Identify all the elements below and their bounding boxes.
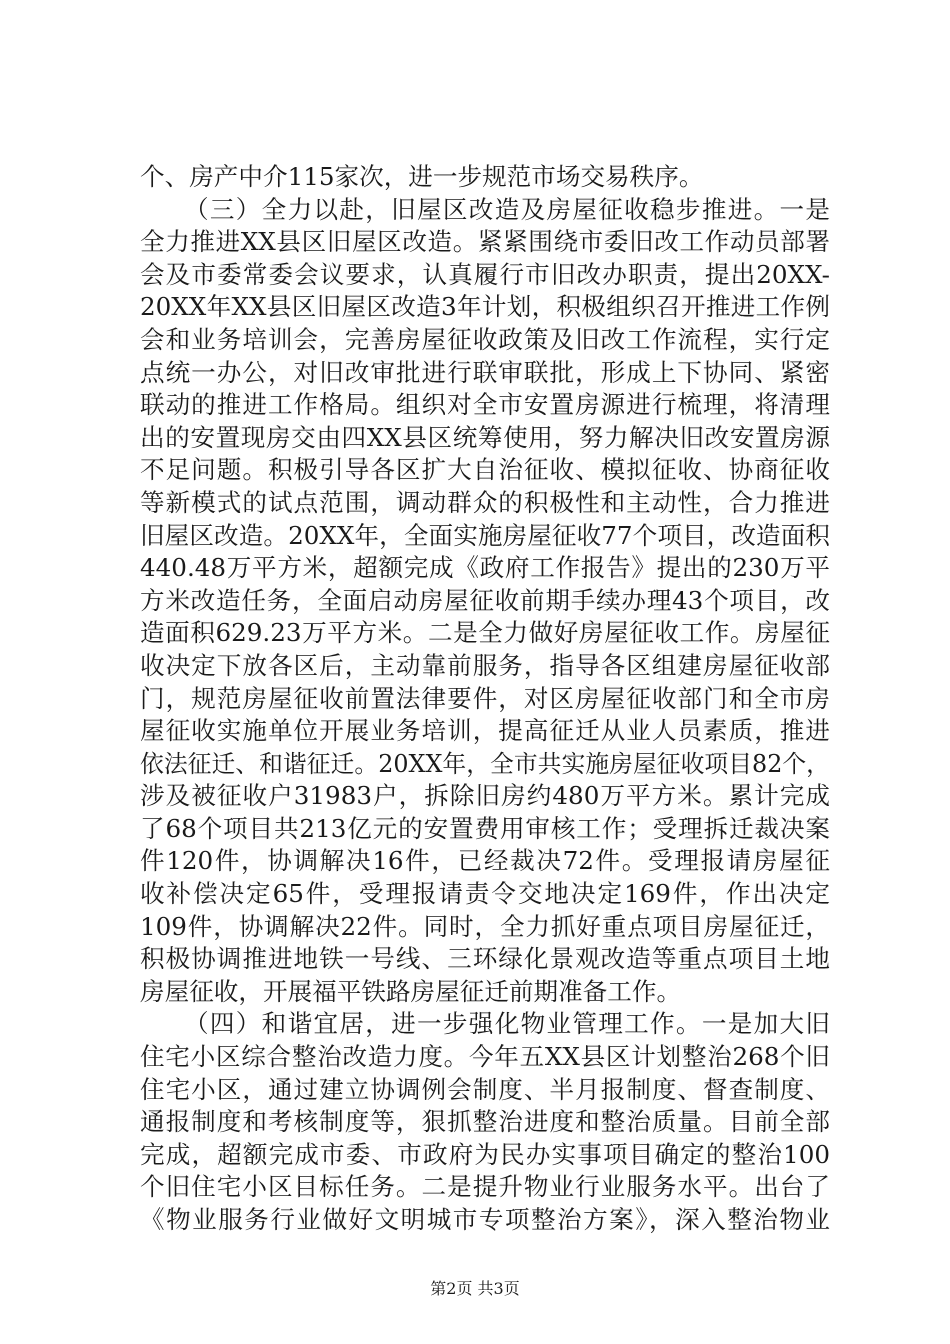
body-line: 件120件，协调解决16件，已经裁决72件。受理报请房屋征 <box>140 846 830 876</box>
body-line: 房屋征收，开展福平铁路房屋征迁前期准备工作。 <box>140 976 682 1006</box>
body-line: 会及市委常委会议要求，认真履行市旧改办职责，提出20XX- <box>140 259 830 289</box>
body-line: 全力推进XX县区旧屋区改造。紧紧围绕市委旧改工作动员部署 <box>140 227 830 257</box>
body-line: 个旧住宅小区目标任务。二是提升物业行业服务水平。出台了 <box>140 1172 830 1202</box>
body-line: 109件，协调解决22件。同时，全力抓好重点项目房屋征迁， <box>140 911 830 941</box>
body-line: 涉及被征收户31983户，拆除旧房约480万平方米。累计完成 <box>140 781 830 811</box>
document-body <box>140 161 830 1237</box>
page-footer: 第2页 共3页 <box>430 1279 520 1298</box>
body-line: 方米改造任务，全面启动房屋征收前期手续办理43个项目，改 <box>140 585 830 615</box>
body-line: （三）全力以赴，旧屋区改造及房屋征收稳步推进。一是 <box>184 194 830 224</box>
body-line: 通报制度和考核制度等，狠抓整治进度和整治质量。目前全部 <box>140 1107 830 1137</box>
body-line: 收补偿决定65件，受理报请责令交地决定169件，作出决定 <box>140 879 830 909</box>
body-line: 屋征收实施单位开展业务培训，提高征迁从业人员素质，推进 <box>140 716 830 746</box>
body-line: 联动的推进工作格局。组织对全市安置房源进行梳理，将清理 <box>140 390 830 420</box>
body-line: （四）和谐宜居，进一步强化物业管理工作。一是加大旧 <box>184 1009 830 1039</box>
body-line: 依法征迁、和谐征迁。20XX年，全市共实施房屋征收项目82个， <box>140 749 830 778</box>
body-line: 个、房产中介115家次，进一步规范市场交易秩序。 <box>140 162 704 191</box>
body-line: 不足问题。积极引导各区扩大自治征收、模拟征收、协商征收 <box>140 455 830 485</box>
body-line: 会和业务培训会，完善房屋征收政策及旧改工作流程，实行定 <box>140 324 830 354</box>
body-line: 住宅小区，通过建立协调例会制度、半月报制度、督查制度、 <box>140 1074 830 1104</box>
body-line: 积极协调推进地铁一号线、三环绿化景观改造等重点项目土地 <box>140 944 830 974</box>
body-line: 点统一办公，对旧改审批进行联审联批，形成上下协同、紧密 <box>140 357 830 387</box>
body-line: 旧屋区改造。20XX年，全面实施房屋征收77个项目，改造面积 <box>140 520 830 550</box>
body-line: 住宅小区综合整治改造力度。今年五XX县区计划整治268个旧 <box>140 1042 830 1072</box>
body-line: 440.48万平方米，超额完成《政府工作报告》提出的230万平 <box>140 553 830 583</box>
body-line: 造面积629.23万平方米。二是全力做好房屋征收工作。房屋征 <box>140 618 830 648</box>
body-line: 出的安置现房交由四XX县区统筹使用，努力解决旧改安置房源 <box>140 422 830 452</box>
body-line: 收决定下放各区后，主动靠前服务，指导各区组建房屋征收部 <box>140 650 830 680</box>
body-line: 完成，超额完成市委、市政府为民办实事项目确定的整治100 <box>140 1139 830 1169</box>
body-line: 等新模式的试点范围，调动群众的积极性和主动性，合力推进 <box>140 487 830 517</box>
body-line: 《物业服务行业做好文明城市专项整治方案》，深入整治物业 <box>140 1205 830 1234</box>
body-line: 了68个项目共213亿元的安置费用审核工作；受理拆迁裁决案 <box>140 813 830 843</box>
body-line: 门，规范房屋征收前置法律要件，对区房屋征收部门和全市房 <box>140 683 830 713</box>
body-line: 20XX年XX县区旧屋区改造3年计划，积极组织召开推进工作例 <box>140 292 830 322</box>
